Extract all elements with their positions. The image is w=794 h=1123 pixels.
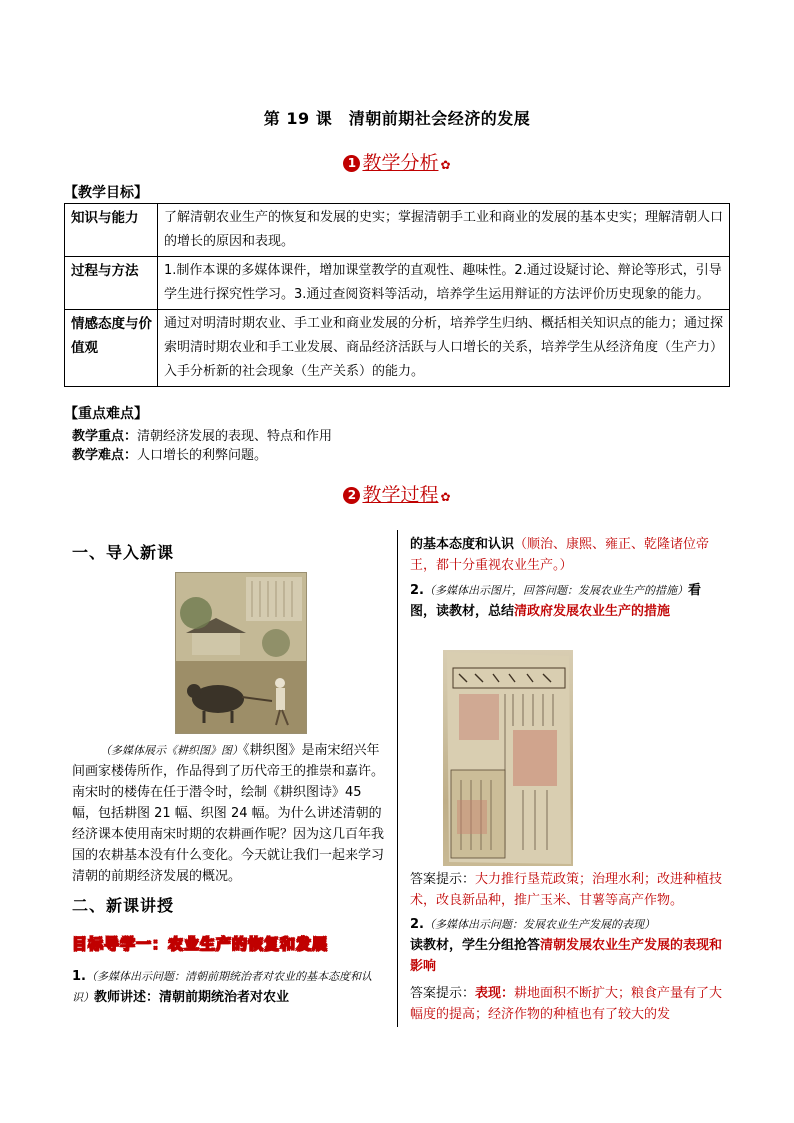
keypoints-heading: 【重点难点】	[64, 406, 148, 422]
heading-intro: 一、导入新课	[72, 543, 175, 562]
keypoint-text: 人口增长的利弊问题。	[137, 448, 268, 463]
question-topic: 清政府发展农业生产的措施	[514, 604, 671, 619]
table-row	[65, 204, 730, 257]
column-divider	[397, 530, 398, 1027]
section-heading-process	[0, 480, 794, 507]
section-label: 教学分析	[362, 152, 439, 174]
answer-label: 答案提示：	[410, 872, 476, 887]
goal-label: 过程与方法	[65, 257, 158, 310]
table-row	[65, 257, 730, 310]
painting-illustration	[176, 573, 306, 733]
table-row	[65, 310, 730, 387]
question-media-note: （多媒体出示问题：发展农业生产发展的表现）	[423, 918, 655, 931]
answer-2	[410, 983, 726, 1025]
question-number: 2.	[410, 583, 424, 598]
intro-text: 《耕织图》是南宋绍兴年间画家楼俦所作，作品得到了历代帝王的推崇和嘉许。南宋时的楼俦在任于潜令时，绘制《耕织图诗》45幅，包括耕图 21 幅、织图 24 幅。为什么讲述清朝的经济课本使用南宋时期的农耕画作呢？因为这几百年我国的农耕基本没有什么变化。今天就让我们一起来学习清朝的前期经济发展的概况。	[72, 743, 385, 884]
flower-icon: ✿	[440, 490, 451, 504]
question-instruction: 读教材，学生分组抢答	[410, 938, 541, 953]
goals-heading: 【教学目标】	[64, 185, 148, 201]
heading-new-lesson: 二、新课讲授	[72, 896, 175, 915]
question-number: 2.	[410, 917, 424, 932]
circled-number-icon: 1	[343, 155, 360, 172]
goal-label: 情感态度与价值观	[65, 310, 158, 387]
question-number: 1.	[72, 969, 86, 984]
answer-1	[410, 869, 726, 911]
question-3	[410, 914, 726, 977]
question-topic: 清朝发展农业生产发展的表现和影响	[410, 938, 723, 974]
lesson-title: 第 19 课 清朝前期社会经济的发展	[263, 109, 531, 128]
goal-banner: 目标导学一：农业生产的恢复和发展	[72, 935, 329, 953]
land-deed-document-image	[443, 650, 573, 866]
section-heading-analysis	[0, 148, 794, 175]
gengzhi-painting-image	[175, 572, 307, 734]
document-illustration	[443, 650, 573, 866]
answer-text: 大力推行垦荒政策；治理水利；改进种植技术，改良新品种，推广玉米、甘薯等高产作物。	[410, 872, 723, 908]
teacher-statement: 教师讲述：清朝前期统治者对农业	[94, 990, 290, 1005]
continued-red: （顺治、康熙、雍正、乾隆诸位帝王，都十分重视农业生产。）	[410, 537, 710, 573]
section-label: 教学过程	[362, 484, 439, 506]
goal-text: 了解清朝农业生产的恢复和发展的史实；掌握清朝手工业和商业的发展的基本史实；理解清朝人口的增长的原因和表现。	[158, 204, 730, 257]
answer-heading: 表现：	[475, 986, 515, 1001]
question-1	[72, 966, 388, 1008]
keypoint-label: 教学重点：	[72, 429, 138, 444]
question-media-note: （多媒体出示图片，回答问题：发展农业生产的措施）	[423, 584, 688, 597]
answer-label: 答案提示：	[410, 986, 476, 1001]
continued-bold: 的基本态度和认识	[410, 537, 515, 552]
goals-table	[64, 203, 730, 387]
question-2	[410, 580, 726, 622]
goal-label: 知识与能力	[65, 204, 158, 257]
goal-text: 1.制作本课的多媒体课件，增加课堂教学的直观性、趣味性。2.通过设疑讨论、辩论等形式，引导学生进行探究性学习。3.通过查阅资料等活动，培养学生运用辩证的方法评价历史现象的能力。	[158, 257, 730, 310]
keypoint-focus	[72, 427, 332, 446]
circled-number-icon: 2	[343, 487, 360, 504]
keypoint-difficulty	[72, 446, 267, 465]
keypoint-text: 清朝经济发展的表现、特点和作用	[137, 429, 333, 444]
answer-text: 耕地面积不断扩大；粮食产量有了大幅度的提高；经济作物的种植也有了较大的发	[410, 986, 723, 1022]
flower-icon: ✿	[440, 158, 451, 172]
continued-paragraph	[410, 534, 726, 576]
intro-media-note: （多媒体展示《耕织图》图）	[100, 744, 243, 757]
question-instruction: 看图，读教材，总结	[410, 583, 701, 619]
keypoint-label: 教学难点：	[72, 448, 138, 463]
intro-paragraph	[72, 740, 386, 887]
goal-text: 通过对明清时期农业、手工业和商业发展的分析，培养学生归纳、概括相关知识点的能力；通过探索明清时期农业和手工业发展、商品经济活跃与人口增长的关系，培养学生从经济角度（生产力）入手分析新的社会现象（生产关系）的能力。	[158, 310, 730, 387]
question-media-note: （多媒体出示问题：清朝前期统治者对农业的基本态度和认识）	[72, 970, 372, 1004]
